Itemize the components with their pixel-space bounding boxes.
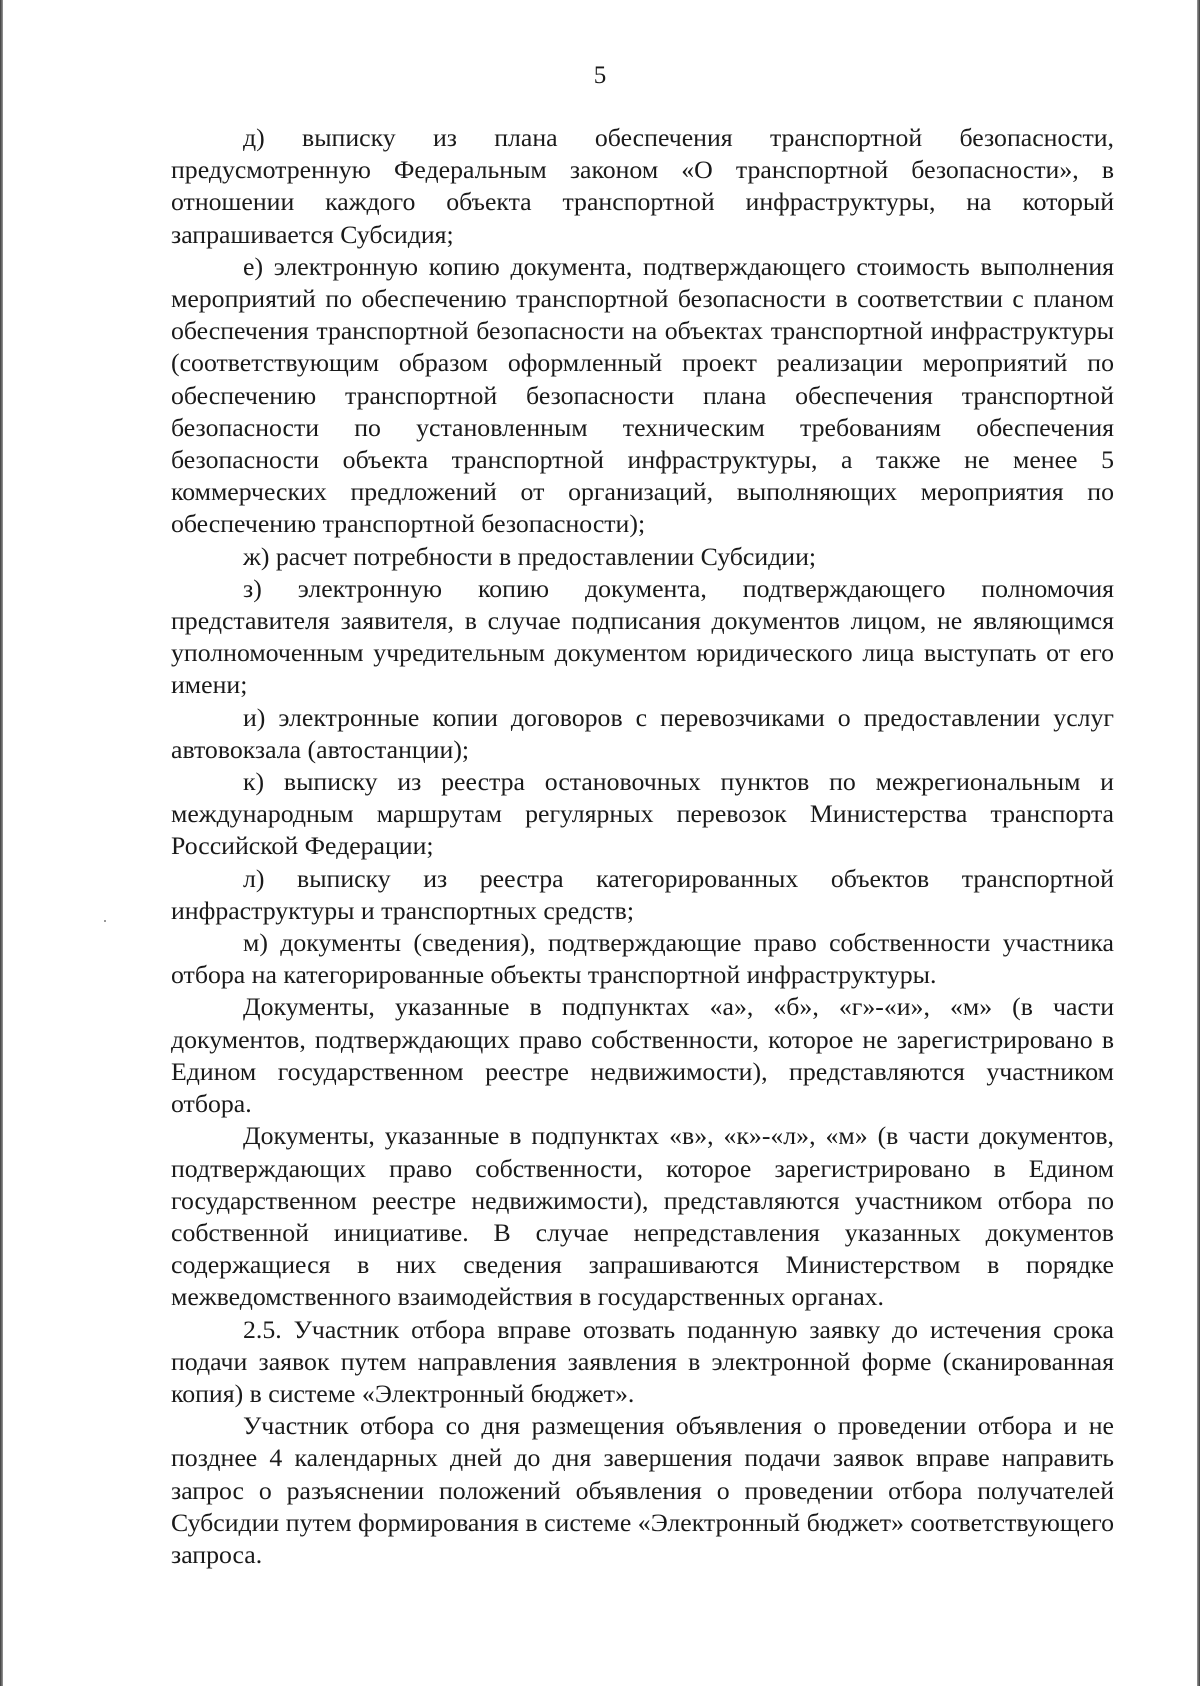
paragraph-zh: ж) расчет потребности в предоставлении Субсидии; [243,541,817,571]
paragraph-documents-required: Документы, указанные в подпунктах «а», «б», «г»-«и», «м» (в части документов, подтверждающих право собственности, которое не зарегистрировано в Едином государственном реестре недвижимости), представляются участником отбора. [171,992,1114,1119]
paragraph-z: з) электронную копию документа, подтверждающего полномочия представителя заявителя, в случае подписания документов лицом, не являющимся уполномоченным учредительным документом юридического лица выступать от его имени; [171,573,1114,700]
page-number: 5 [593,62,607,89]
document-body [171,122,1114,1571]
paragraph-k: к) выписку из реестра остановочных пунктов по межрегиональным и международным маршрутам регулярных перевозок Министерства транспорта Российской Федерации; [171,767,1114,861]
paragraph-2-5: 2.5. Участник отбора вправе отозвать поданную заявку до истечения срока подачи заявок путем направления заявления в электронной форме (сканированная копия) в системе «Электронный бюджет». [171,1314,1114,1408]
paragraph-d: д) выписку из плана обеспечения транспортной безопасности, предусмотренную Федеральным законом «О транспортной безопасности», в отношении каждого объекта транспортной инфраструктуры, на который запрашивается Субсидия; [171,123,1114,249]
scan-border-left [0,0,3,1686]
paragraph-i: и) электронные копии договоров с перевозчиками о предоставлении услуг автовокзала (автостанции); [171,702,1114,764]
paragraph-clarification-request: Участник отбора со дня размещения объявления о проведении отбора и не позднее 4 календарных дней до дня завершения подачи заявок вправе направить запрос о разъяснении положений объявления о проведении отбора получателей Субсидии путем формирования в системе «Электронный бюджет» соответствующего запроса. [171,1411,1114,1569]
paragraph-e: е) электронную копию документа, подтверждающего стоимость выполнения мероприятий по обеспечению транспортной безопасности в соответствии с планом обеспечения транспортной безопасности на объектах транспортной инфраструктуры (соответствующим образом оформленный проект реализации мероприятий по обеспечению транспортной безопасности плана обеспечения транспортной безопасности по установленным техническим требованиям обеспечения безопасности объекта транспортной инфраструктуры, а также не менее 5 коммерческих предложений от организаций, выполняющих мероприятия по обеспечению транспортной безопасности); [171,251,1114,539]
paragraph-l: л) выписку из реестра категорированных объектов транспортной инфраструктуры и транспортных средств; [171,863,1114,925]
paragraph-m: м) документы (сведения), подтверждающие право собственности участника отбора на категорированные объекты транспортной инфраструктуры. [171,928,1114,990]
scan-speck [104,920,106,922]
paragraph-documents-optional: Документы, указанные в подпунктах «в», «к»-«л», «м» (в части документов, подтверждающих право собственности, которое зарегистрировано в Едином государственном реестре недвижимости), представляются участником отбора по собственной инициативе. В случае непредставления указанных документов содержащиеся в них сведения запрашиваются Министерством в порядке межведомственного взаимодействия в государственных органах. [171,1121,1114,1312]
